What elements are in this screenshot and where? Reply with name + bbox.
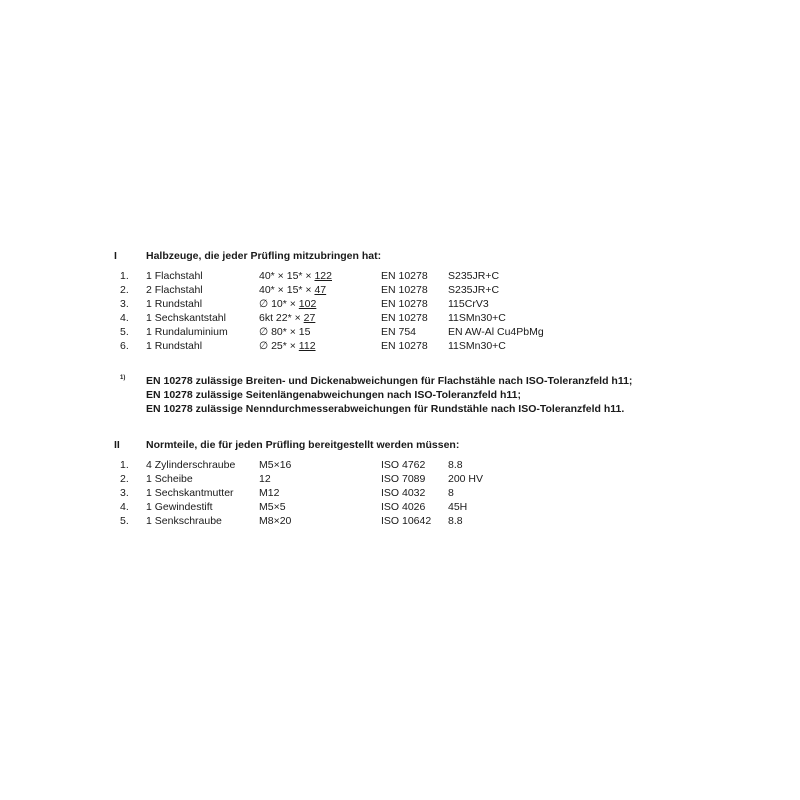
row-description: 1 Rundstahl <box>146 298 203 310</box>
row-number: 5. <box>120 326 129 338</box>
row-material: S235JR+C <box>448 284 500 296</box>
footnote-marker: 1) <box>120 375 126 381</box>
row-standard: ISO 7089 <box>381 473 426 485</box>
row-number: 5. <box>120 515 129 527</box>
row-description: 1 Rundstahl <box>146 340 203 352</box>
row-grade: 8.8 <box>448 515 463 527</box>
row-description: 2 Flachstahl <box>146 284 203 296</box>
table-row <box>0 473 800 487</box>
row-standard: EN 10278 <box>381 340 428 352</box>
section-2-numeral: II <box>114 439 120 451</box>
row-number: 4. <box>120 312 129 324</box>
table-row <box>0 270 800 284</box>
section-1-numeral: I <box>114 250 117 262</box>
table-row <box>0 326 800 340</box>
footnote-line-3: EN 10278 zulässige Nenndurchmesserabweichungen für Rundstähle nach ISO-Toleranzfeld h11. <box>146 403 625 415</box>
row-number: 1. <box>120 459 129 471</box>
row-number: 1. <box>120 270 129 282</box>
row-description: 1 Scheibe <box>146 473 193 485</box>
row-size: 12 <box>259 473 271 485</box>
row-standard: EN 10278 <box>381 298 428 310</box>
row-size: M8×20 <box>259 515 292 527</box>
footnote-line-1: EN 10278 zulässige Breiten- und Dickenabweichungen für Flachstähle nach ISO-Toleranzfeld h11; <box>146 375 633 387</box>
row-standard: ISO 4762 <box>381 459 426 471</box>
row-description: 1 Flachstahl <box>146 270 203 282</box>
row-size: M12 <box>259 487 280 499</box>
row-material: 11SMn30+C <box>448 340 506 352</box>
row-dimensions: ∅ 25* × 112 <box>259 340 316 352</box>
row-dimensions: ∅ 80* × 15 <box>259 326 311 338</box>
row-material: 11SMn30+C <box>448 312 506 324</box>
row-description: 1 Senkschraube <box>146 515 222 527</box>
row-number: 4. <box>120 501 129 513</box>
section-1-heading: Halbzeuge, die jeder Prüfling mitzubringen hat: <box>146 250 382 262</box>
row-standard: EN 754 <box>381 326 417 338</box>
row-standard: ISO 10642 <box>381 515 432 527</box>
row-dimensions: 6kt 22* × 27 <box>259 312 316 324</box>
row-description: 1 Gewindestift <box>146 501 213 513</box>
row-grade: 8.8 <box>448 459 463 471</box>
row-standard: ISO 4032 <box>381 487 426 499</box>
table-row <box>0 298 800 312</box>
row-standard: EN 10278 <box>381 270 428 282</box>
row-number: 2. <box>120 473 129 485</box>
row-material: EN AW-Al Cu4PbMg <box>448 326 544 338</box>
row-number: 3. <box>120 298 129 310</box>
row-number: 2. <box>120 284 129 296</box>
row-grade: 45H <box>448 501 468 513</box>
row-material: 115CrV3 <box>448 298 489 310</box>
row-dimensions: 40* × 15* × 47 <box>259 284 327 296</box>
row-dimensions: 40* × 15* × 122 <box>259 270 332 282</box>
table-row <box>0 487 800 501</box>
row-standard: EN 10278 <box>381 312 428 324</box>
row-size: M5×16 <box>259 459 292 471</box>
row-number: 3. <box>120 487 129 499</box>
section-2-heading: Normteile, die für jeden Prüfling bereitgestellt werden müssen: <box>146 439 460 451</box>
row-grade: 8 <box>448 487 454 499</box>
row-dimensions: ∅ 10* × 102 <box>259 298 317 310</box>
row-standard: ISO 4026 <box>381 501 426 513</box>
table-row <box>0 501 800 515</box>
table-row <box>0 284 800 298</box>
row-description: 1 Sechskantstahl <box>146 312 226 324</box>
table-row <box>0 312 800 326</box>
row-description: 4 Zylinderschraube <box>146 459 236 471</box>
table-row <box>0 515 800 529</box>
table-row <box>0 340 800 354</box>
table-row <box>0 459 800 473</box>
row-material: S235JR+C <box>448 270 500 282</box>
row-description: 1 Sechskantmutter <box>146 487 234 499</box>
row-grade: 200 HV <box>448 473 484 485</box>
row-standard: EN 10278 <box>381 284 428 296</box>
row-size: M5×5 <box>259 501 286 513</box>
row-number: 6. <box>120 340 129 352</box>
row-description: 1 Rundaluminium <box>146 326 228 338</box>
footnote-line-2: EN 10278 zulässige Seitenlängenabweichungen nach ISO-Toleranzfeld h11; <box>146 389 521 401</box>
